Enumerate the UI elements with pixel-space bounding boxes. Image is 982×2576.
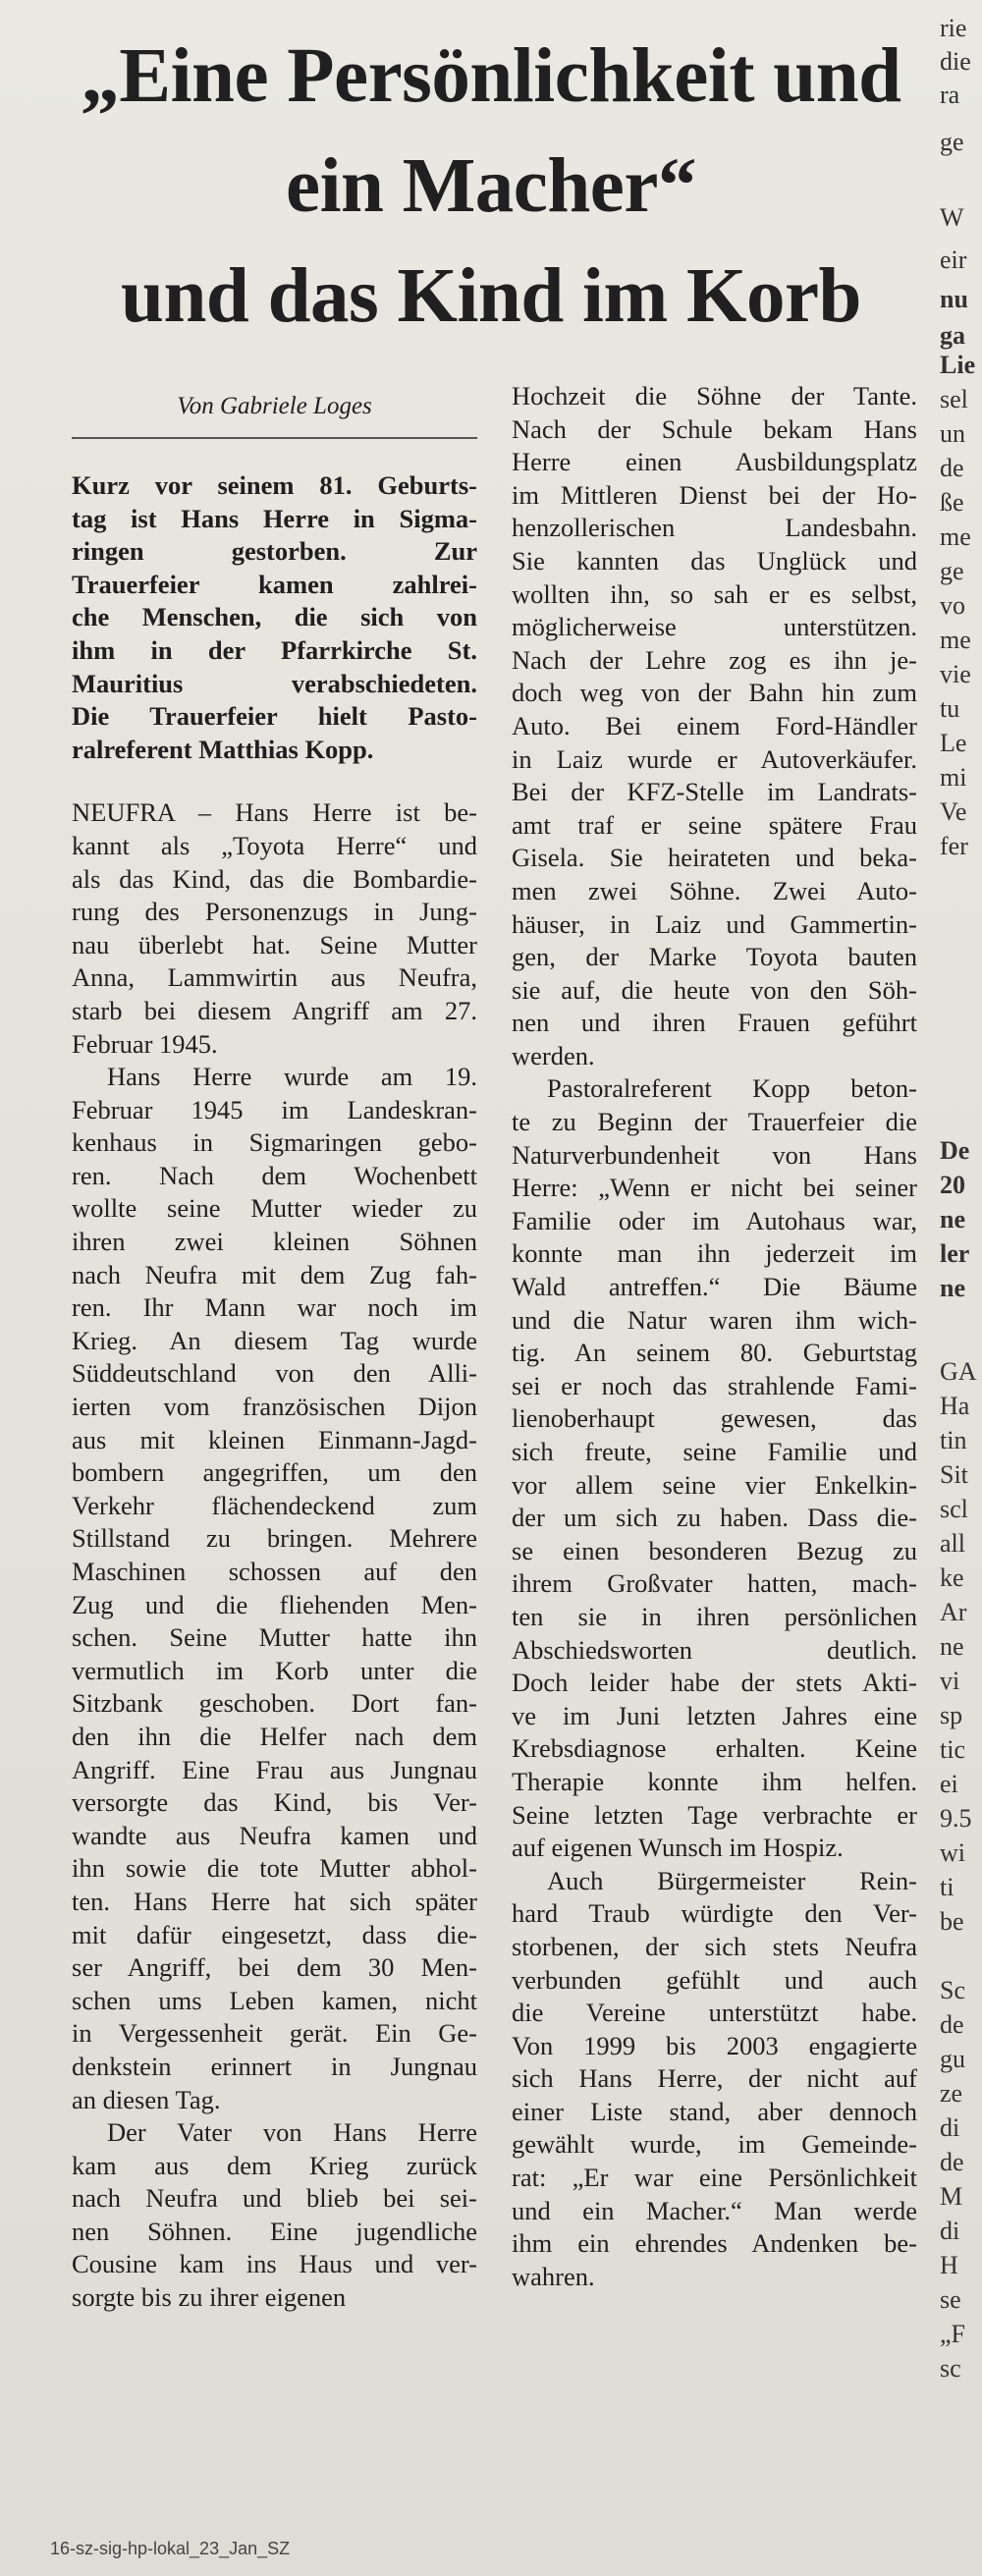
edge-fragment: „F — [940, 2320, 965, 2348]
article-paragraph — [512, 1865, 917, 2294]
text-line: gen, der Marke Toyota bauten — [512, 942, 917, 972]
article-column-2-body — [512, 380, 917, 2293]
text-line: bombern angegriffen, um den — [72, 1457, 477, 1488]
edge-fragment: fer — [940, 832, 968, 860]
article-paragraph — [512, 1072, 917, 1864]
text-line: als das Kind, das die Bombardie- — [72, 863, 477, 894]
text-line: konnte man ihn jederzeit im — [512, 1238, 917, 1269]
edge-fragment: ler — [940, 1239, 970, 1268]
text-line: in Vergessenheit gerät. Ein Ge- — [72, 2018, 477, 2049]
lead-gap — [72, 766, 477, 796]
text-line: Februar 1945. — [72, 1028, 218, 1059]
text-line: möglicherweise unterstützen. — [512, 612, 917, 642]
text-line: Von 1999 bis 2003 engagierte — [512, 2030, 917, 2060]
text-line: Naturverbundenheit von Hans — [512, 1139, 917, 1170]
lead-line: Trauerfeier kamen zahlrei- — [72, 569, 477, 599]
text-line: wandte aus Neufra kamen und — [72, 1820, 477, 1850]
edge-fragment: ne — [940, 1632, 964, 1661]
lead-line: Kurz vor seinem 81. Geburts- — [72, 470, 477, 500]
text-line: und die Natur waren ihm wich- — [512, 1304, 917, 1335]
text-line: wollten ihn, so sah er es selbst, — [512, 578, 917, 609]
byline: Von Gabriele Loges — [177, 393, 372, 419]
text-line: im Mittleren Dienst bei der Ho- — [512, 479, 917, 510]
text-line: Sie kannten das Unglück und — [512, 545, 917, 575]
edge-fragment: ne — [940, 1205, 965, 1233]
text-line: Herre: „Wenn er nicht bei seiner — [512, 1173, 917, 1203]
text-line: ihn sowie die tote Mutter abhol- — [72, 1853, 477, 1884]
text-line: sorgte bis zu ihrer eigenen — [72, 2282, 347, 2313]
edge-fragment: vi — [940, 1667, 960, 1695]
edge-fragment: ei — [940, 1770, 958, 1798]
text-line: ten. Hans Herre hat sich später — [72, 1886, 477, 1916]
edge-fragment: Sc — [940, 1976, 965, 2004]
text-line: NEUFRA – Hans Herre ist be- — [72, 797, 477, 828]
text-line: rat: „Er war eine Persönlichkeit — [512, 2163, 917, 2193]
edge-fragment: die — [940, 47, 971, 76]
text-line: Februar 1945 im Landeskran- — [72, 1094, 477, 1124]
edge-fragment: ze — [940, 2079, 963, 2108]
edge-fragment: M — [940, 2182, 963, 2211]
article-paragraph — [72, 2116, 477, 2315]
article-column-1 — [72, 469, 477, 2315]
text-line: Pastoralreferent Kopp beton- — [547, 1073, 917, 1104]
edge-fragment: 9.5 — [940, 1804, 972, 1833]
edge-fragment: ra — [940, 81, 960, 109]
edge-fragment: Ha — [940, 1392, 970, 1420]
text-line: und ein Macher.“ Man werde — [512, 2195, 917, 2225]
edge-fragment: ne — [940, 1274, 965, 1302]
lead-line: tag ist Hans Herre in Sigma- — [72, 503, 477, 533]
text-line: gewählt wurde, im Gemeinde- — [512, 2129, 917, 2160]
headline-line-3: und das Kind im Korb — [121, 253, 861, 339]
text-line: amt traf er seine spätere Frau — [512, 809, 917, 840]
text-line: Hans Herre wurde am 19. — [107, 1062, 477, 1092]
text-line: ihrem Großvater hatten, mach- — [512, 1568, 917, 1599]
edge-fragment: be — [940, 1907, 964, 1936]
edge-fragment: me — [940, 626, 971, 654]
text-line: Cousine kam ins Haus und ver- — [72, 2249, 477, 2279]
text-line: starb bei diesem Angriff am 27. — [72, 995, 477, 1025]
text-line: sie auf, die heute von den Söh- — [512, 974, 917, 1005]
text-line: Verkehr flächendeckend zum — [72, 1490, 477, 1520]
edge-fragment: di — [940, 2113, 960, 2142]
edge-fragment: W — [940, 203, 964, 232]
text-line: nau überlebt hat. Seine Mutter — [72, 929, 477, 959]
article-paragraph — [72, 1061, 477, 2116]
article-column-2 — [512, 380, 917, 2293]
text-line: hard Traub würdigte den Ver- — [512, 1898, 917, 1929]
text-line: kannt als „Toyota Herre“ und — [72, 830, 477, 860]
text-line: Familie oder im Autohaus war, — [512, 1205, 917, 1235]
byline-divider — [72, 437, 477, 439]
text-line: Seine letzten Tage verbrachte er — [512, 1799, 917, 1830]
text-line: ser Angriff, bei dem 30 Men- — [72, 1952, 477, 1983]
page-slug: 16-sz-sig-hp-lokal_23_Jan_SZ — [50, 2539, 291, 2558]
text-line: an diesen Tag. — [72, 2084, 221, 2114]
text-line: Abschiedsworten deutlich. — [512, 1634, 917, 1665]
text-line: Herre einen Ausbildungsplatz — [512, 447, 917, 477]
edge-fragment: all — [940, 1529, 965, 1558]
edge-fragment: Ve — [940, 797, 967, 826]
lead-line: ralreferent Matthias Kopp. — [72, 734, 374, 764]
text-line: ierten vom französischen Dijon — [72, 1392, 477, 1422]
edge-fragment: mi — [940, 763, 967, 792]
text-line: Maschinen schossen auf den — [72, 1557, 477, 1586]
text-line: wahren. — [512, 2261, 595, 2291]
edge-fragment: di — [940, 2217, 960, 2245]
text-line: wollte seine Mutter wieder zu — [72, 1193, 477, 1224]
text-line: denkstein erinnert in Jungnau — [72, 2051, 477, 2081]
text-line: nen und ihren Frauen geführt — [512, 1008, 917, 1038]
text-line: Stillstand zu bringen. Mehrere — [72, 1523, 477, 1554]
text-line: Nach der Lehre zog es ihn je- — [512, 644, 917, 675]
text-line: ren. Nach dem Wochenbett — [72, 1160, 477, 1190]
text-line: Sitzbank geschoben. Dort fan- — [72, 1688, 477, 1719]
text-line: men zwei Söhne. Zwei Auto- — [512, 875, 917, 905]
text-line: mit dafür eingesetzt, dass die- — [72, 1919, 477, 1949]
edge-fragment: se — [940, 2285, 961, 2314]
edge-fragment: Lie — [940, 351, 976, 379]
text-line: henzollerischen Landesbahn. — [512, 513, 917, 543]
text-line: nen Söhnen. Eine jugendliche — [72, 2216, 477, 2246]
lead-line: ringen gestorben. Zur — [72, 536, 477, 567]
text-line: doch weg von der Bahn hin zum — [512, 678, 917, 708]
text-line: Krebsdiagnose erhalten. Keine — [512, 1733, 917, 1764]
text-line: Wald antreffen.“ Die Bäume — [512, 1272, 917, 1302]
text-line: Auto. Bei einem Ford-Händler — [512, 710, 917, 740]
text-line: vermutlich im Korb unter die — [72, 1655, 477, 1685]
edge-fragment: scl — [940, 1495, 968, 1523]
edge-fragment: 20 — [940, 1171, 965, 1199]
text-line: einer Liste stand, aber dennoch — [512, 2096, 917, 2126]
text-line: nach Neufra und blieb bei sei- — [72, 2183, 477, 2214]
edge-fragment: ga — [940, 321, 965, 350]
text-line: werden. — [512, 1040, 595, 1070]
text-line: Süddeutschland von den Alli- — [72, 1358, 477, 1389]
edge-fragment: sel — [940, 385, 968, 413]
text-line: schen ums Leben kamen, nicht — [72, 1985, 477, 2015]
lead-line: Mauritius verabschiedeten. — [72, 668, 477, 698]
text-line: Doch leider habe der stets Akti- — [512, 1668, 917, 1698]
text-line: in Laiz wurde er Autoverkäufer. — [512, 743, 917, 774]
text-line: tig. An seinem 80. Geburtstag — [512, 1338, 917, 1368]
article-paragraph — [512, 380, 917, 1072]
text-line: rung des Personenzugs in Jung- — [72, 897, 477, 927]
edge-fragment: sp — [940, 1701, 963, 1729]
article-lead — [72, 469, 477, 766]
edge-fragment: wi — [940, 1838, 965, 1867]
article-paragraph — [72, 796, 477, 1061]
text-line: Anna, Lammwirtin aus Neufra, — [72, 962, 477, 993]
text-line: kam aus dem Krieg zurück — [72, 2150, 477, 2180]
edge-fragment: vie — [940, 660, 971, 688]
edge-fragment: ße — [940, 488, 964, 517]
edge-fragment: me — [940, 522, 971, 551]
text-line: Gisela. Sie heirateten und beka- — [512, 843, 917, 873]
text-line: der um sich zu haben. Dass die- — [512, 1503, 917, 1533]
edge-fragment: vo — [940, 591, 965, 620]
text-line: nach Neufra mit dem Zug fah- — [72, 1259, 477, 1289]
edge-fragment: De — [940, 1136, 970, 1165]
edge-fragment: ge — [940, 557, 964, 585]
edge-fragment: gu — [940, 2045, 965, 2073]
text-line: Auch Bürgermeister Rein- — [547, 1865, 917, 1895]
text-line: ihren zwei kleinen Söhnen — [72, 1227, 477, 1257]
edge-fragment: ke — [940, 1563, 964, 1592]
edge-fragment: tin — [940, 1426, 967, 1454]
text-line: ten sie in ihren persönlichen — [512, 1601, 917, 1631]
lead-line: ihm in der Pfarrkirche St. — [72, 634, 477, 665]
edge-fragment: rie — [940, 14, 967, 42]
text-line: Bei der KFZ-Stelle im Landrats- — [512, 777, 917, 807]
edge-fragment: Sit — [940, 1460, 968, 1489]
text-line: auf eigenen Wunsch im Hospiz. — [512, 1833, 844, 1863]
edge-fragment: nu — [940, 285, 968, 313]
adjacent-column-edge — [936, 0, 982, 2576]
text-line: Therapie konnte ihm helfen. — [512, 1766, 917, 1796]
edge-fragment: tu — [940, 694, 960, 723]
text-line: te zu Beginn der Trauerfeier die — [512, 1107, 917, 1137]
text-line: ihm ein ehrendes Andenken be- — [512, 2228, 917, 2259]
text-line: storbenen, der sich stets Neufra — [512, 1931, 917, 1961]
text-line: sich Hans Herre, der nicht auf — [512, 2063, 917, 2094]
edge-fragment: de — [940, 454, 964, 482]
edge-fragment: un — [940, 419, 965, 448]
edge-fragment: Ar — [940, 1598, 967, 1626]
text-line: schen. Seine Mutter hatte ihn — [72, 1622, 477, 1653]
text-line: sei er noch das strahlende Fami- — [512, 1370, 917, 1400]
edge-fragment: eir — [940, 246, 967, 274]
edge-fragment: ti — [940, 1873, 955, 1901]
headline-line-1: „Eine Persönlichkeit und — [81, 33, 901, 119]
edge-fragment: GA — [940, 1357, 977, 1386]
edge-fragment: Le — [940, 729, 967, 757]
text-line: lienoberhaupt gewesen, das — [512, 1403, 917, 1434]
headline-line-2: ein Macher“ — [286, 143, 696, 229]
text-line: Krieg. An diesem Tag wurde — [72, 1325, 477, 1355]
text-line: vor allem seine vier Enkelkin- — [512, 1469, 917, 1500]
text-line: kenhaus in Sigmaringen gebo- — [72, 1127, 477, 1158]
text-line: aus mit kleinen Einmann-Jagd- — [72, 1424, 477, 1454]
text-line: Angriff. Eine Frau aus Jungnau — [72, 1754, 477, 1784]
edge-fragment: ge — [940, 128, 964, 156]
text-line: Nach der Schule bekam Hans — [512, 413, 917, 444]
text-line: Der Vater von Hans Herre — [107, 2117, 477, 2148]
text-line: verbunden gefühlt und auch — [512, 1964, 917, 1995]
text-line: sich freute, seine Familie und — [512, 1437, 917, 1466]
lead-line: che Menschen, die sich von — [72, 602, 477, 632]
text-line: Hochzeit die Söhne der Tante. — [512, 381, 917, 411]
edge-fragment: sc — [940, 2354, 961, 2383]
text-line: ve im Juni letzten Jahres eine — [512, 1700, 917, 1730]
edge-fragment: de — [940, 2010, 964, 2039]
edge-fragment: de — [940, 2148, 964, 2176]
edge-fragment: H — [940, 2251, 958, 2279]
text-line: die Vereine unterstützt habe. — [512, 1998, 917, 2028]
text-line: häuser, in Laiz und Gammertin- — [512, 908, 917, 939]
article-column-1-body — [72, 796, 477, 2314]
headline — [39, 22, 943, 352]
text-line: den ihn die Helfer nach dem — [72, 1721, 477, 1751]
text-line: se einen besonderen Bezug zu — [512, 1535, 917, 1565]
edge-fragment: tic — [940, 1735, 965, 1764]
text-line: Zug und die fliehenden Men- — [72, 1589, 477, 1619]
text-line: versorgte das Kind, bis Ver- — [72, 1787, 477, 1818]
text-line: ren. Ihr Mann war noch im — [72, 1292, 477, 1323]
lead-line: Die Trauerfeier hielt Pasto- — [72, 701, 477, 732]
